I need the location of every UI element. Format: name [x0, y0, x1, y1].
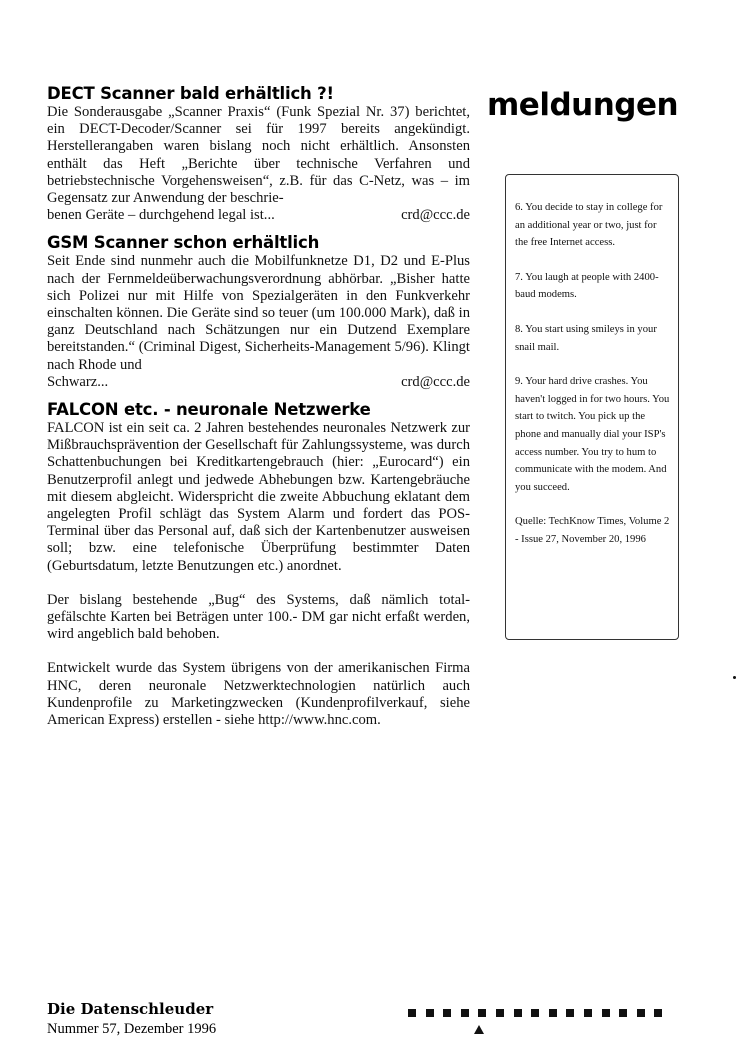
article-last-line-dect: benen Geräte – durchgehend legal ist... [47, 207, 275, 224]
page-dot [426, 1009, 434, 1017]
article-signature-dect: crd@ccc.de [401, 207, 470, 224]
article-paragraph-falcon-3: Entwickelt wurde das System übrigens von der amerikanischen Firma HNC, deren neuronale Netzwerktechnologien natürlich auch Kundenprofile zu Marketingzwecken (Kundenprofilverkauf, siehe American Express) erstellen - siehe http://www.hnc.com. [47, 660, 470, 729]
page-dot [461, 1009, 469, 1017]
sidebar-item: 9. Your hard drive crashes. You haven't logged in for two hours. You start to twitch. You pick up the phone and manually dial your ISP's access number. You try to hum to communicate with the modem. And you succeed. [515, 376, 670, 493]
page-dot [496, 1009, 504, 1017]
footer-magazine-title: Die Datenschleuder [47, 1000, 214, 1018]
section-title: meldungen [487, 87, 679, 123]
stray-mark [733, 676, 736, 679]
page-dot [531, 1009, 539, 1017]
article-body-gsm: Seit Ende sind nunmehr auch die Mobilfunknetze D1, D2 und E-Plus nach der Fernmeldeüberwachungsverordnung abhörbar. „Bisher hatte sich Polizei nur mit Hilfe von Spezialgeräten in den Funkverkehr einschalten können. Die Geräte sind so teuer (um 100.000 Mark), daß in ganz Deutschland nach Schätzungen nur ein Dutzend Exemplare bereitstanden.“ (Criminal Digest, Sicherheits-Management 5/96). Klingt nach Rhode und [47, 253, 470, 373]
article-signature-line-dect [47, 207, 470, 224]
page-dot [443, 1009, 451, 1017]
sidebar-source: Quelle: TechKnow Times, Volume 2 - Issue 27, November 20, 1996 [515, 516, 670, 545]
page-dot [584, 1009, 592, 1017]
page-dot [637, 1009, 645, 1017]
sidebar-item: 8. You start using smileys in your snail mail. [515, 323, 657, 353]
article-headline-falcon: FALCON etc. - neuronale Netzwerke [47, 400, 371, 420]
article-signature-gsm: crd@ccc.de [401, 373, 470, 390]
page-dot [408, 1009, 416, 1017]
article-headline-dect: DECT Scanner bald erhältlich ?! [47, 84, 334, 103]
article-paragraph-falcon-1: FALCON ist ein seit ca. 2 Jahren bestehendes neuronales Netzwerk zur Mißbrauchsprävention der Gesellschaft für Zahlungssysteme, was durch Schattenbuchungen bei Kreditkartengebrauch (hier: „Eurocard“) ein Benutzerprofil anlegt und jedwede Abhebungen bzw. Kartengebräuche mit diesem abgleicht. Widerspricht die zweite Abbuchung eklatant dem angelegten Profil schlägt das System Alarm und fordert das POS-Terminal über das Personal auf, daß sich der Kartenbenutzer ausweisen soll; bzw. eine telefonische Überprüfung bestimmter Daten (Geburtsdatum, letzte Benutzungen etc.) anordnet. [47, 420, 470, 574]
main-column [47, 84, 470, 729]
page-dot [654, 1009, 662, 1017]
article-headline-gsm: GSM Scanner schon erhältlich [47, 233, 320, 253]
page-dot [602, 1009, 610, 1017]
page-dot [478, 1009, 486, 1017]
page-dot [514, 1009, 522, 1017]
page-marker-icon [474, 1025, 484, 1034]
page-dot [566, 1009, 574, 1017]
footer-issue: Nummer 57, Dezember 1996 [47, 1021, 217, 1037]
article-signature-line-gsm [47, 374, 470, 391]
article-body-dect: Die Sonderausgabe „Scanner Praxis“ (Funk Spezial Nr. 37) berichtet, ein DECT-Decoder/Scanner sei für 1997 bereits angekündigt. Herstellerangaben waren bislang noch nicht erhältlich. Ansonsten enthält das Heft „Berichte über technische Verfahren und betriebstechnische Vorgehensweisen“, z.B. für das C-Netz, was – im Gegensatz zur Anwendung der beschrie- [47, 104, 470, 207]
page-dot [619, 1009, 627, 1017]
sidebar-box [505, 174, 679, 640]
article-last-line-gsm: Schwarz... [47, 373, 109, 390]
page-dot [549, 1009, 557, 1017]
sidebar-item: 6. You decide to stay in college for an additional year or two, just for the free Internet access. [515, 202, 663, 249]
page-indicator-dots [408, 1009, 662, 1017]
article-paragraph-falcon-2: Der bislang bestehende „Bug“ des Systems, daß nämlich total-gefälschte Karten bei Beträgen unter 100.- DM gar nicht erfaßt werden, wird angeblich bald behoben. [47, 591, 470, 643]
sidebar-item: 7. You laugh at people with 2400-baud modems. [515, 271, 659, 301]
